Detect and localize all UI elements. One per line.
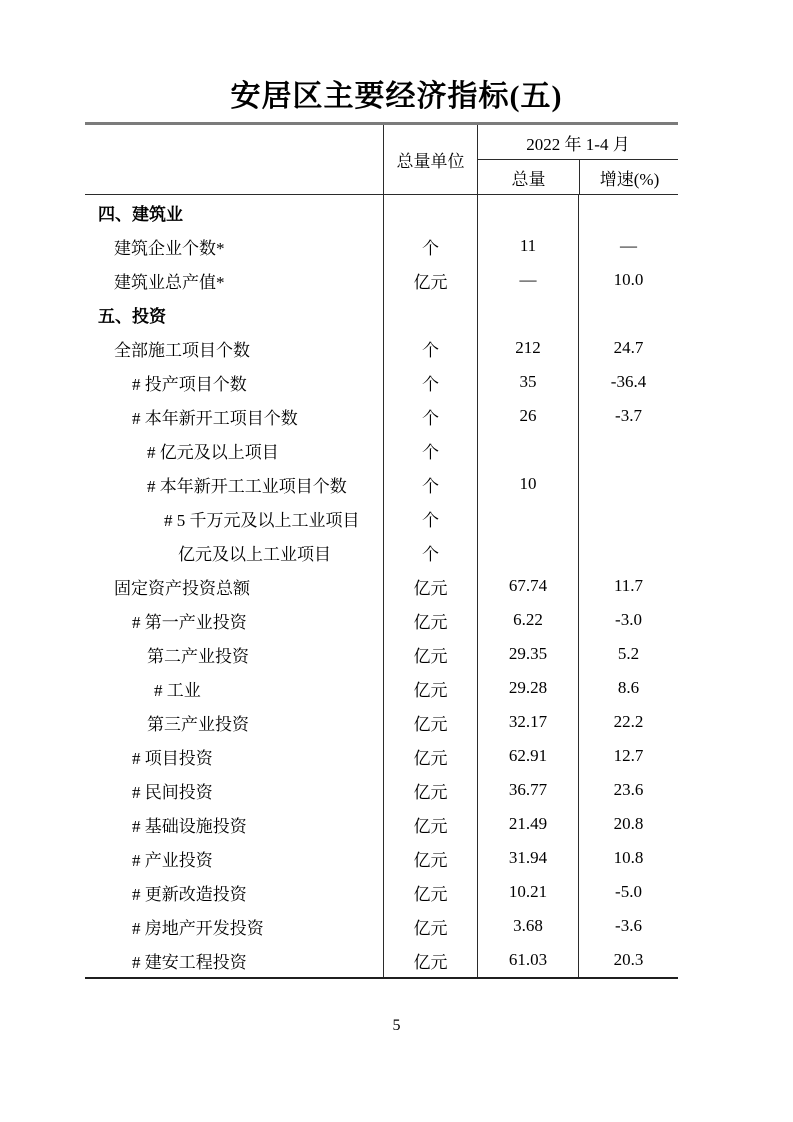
row-unit: 个 [383,331,477,365]
row-label: 建筑业总产值* [114,272,225,292]
row-unit: 个 [383,467,477,501]
header-period-group [477,125,678,194]
table-row [85,637,678,671]
row-total: 3.68 [477,909,578,943]
row-unit [383,195,477,229]
row-label: 亿元及以上工业项目 [178,544,331,564]
row-total: — [477,263,578,297]
row-total: 36.77 [477,773,578,807]
row-unit: 个 [383,433,477,467]
row-unit: 个 [383,399,477,433]
row-growth: — [578,229,678,263]
table-row [85,705,678,739]
header-total: 总量 [511,169,546,189]
row-total: 11 [477,229,578,263]
row-growth [578,535,678,569]
table-row [85,433,678,467]
row-label: # 5 千万元及以上工业项目 [164,510,360,530]
row-unit: 亿元 [383,671,477,705]
row-total: 31.94 [477,841,578,875]
table-row [85,739,678,773]
row-label: # 本年新开工工业项目个数 [147,476,347,496]
row-total: 212 [477,331,578,365]
table-row [85,909,678,943]
row-unit: 亿元 [383,875,477,909]
table-row [85,671,678,705]
table-row [85,569,678,603]
row-total: 35 [477,365,578,399]
table-row [85,807,678,841]
table-row [85,331,678,365]
table-row [85,263,678,297]
row-total: 32.17 [477,705,578,739]
row-label: # 本年新开工项目个数 [132,408,298,428]
row-total [477,433,578,467]
row-label: # 项目投资 [132,748,213,768]
row-unit [383,297,477,331]
row-unit: 亿元 [383,739,477,773]
row-growth: -3.0 [578,603,678,637]
row-total: 10 [477,467,578,501]
row-growth: 20.8 [578,807,678,841]
row-total: 26 [477,399,578,433]
row-growth: 10.0 [578,263,678,297]
row-growth: 5.2 [578,637,678,671]
row-unit: 亿元 [383,807,477,841]
row-growth [578,297,678,331]
row-unit: 亿元 [383,637,477,671]
row-growth: 23.6 [578,773,678,807]
row-label: 四、建筑业 [98,204,183,224]
table-row [85,773,678,807]
row-unit: 个 [383,365,477,399]
table-body [85,195,678,977]
row-total: 62.91 [477,739,578,773]
row-total: 6.22 [477,603,578,637]
table-row [85,467,678,501]
table-row [85,841,678,875]
row-growth: 8.6 [578,671,678,705]
row-label: # 第一产业投资 [132,612,247,632]
row-unit: 亿元 [383,943,477,977]
row-label: # 亿元及以上项目 [147,442,279,462]
row-growth: 11.7 [578,569,678,603]
row-label: # 房地产开发投资 [132,918,264,938]
row-growth [578,195,678,229]
row-unit: 亿元 [383,263,477,297]
header-indicator-spacer [85,125,383,194]
row-growth: -5.0 [578,875,678,909]
row-growth: 20.3 [578,943,678,977]
row-label: 五、投资 [98,306,166,326]
row-growth: 22.2 [578,705,678,739]
row-unit: 亿元 [383,569,477,603]
row-total: 67.74 [477,569,578,603]
header-subrow [478,160,678,194]
row-label: 第二产业投资 [147,646,249,666]
row-label: 建筑企业个数* [114,238,225,258]
row-unit: 个 [383,501,477,535]
row-total [477,297,578,331]
row-label: # 投产项目个数 [132,374,247,394]
page-number: 5 [392,1017,401,1034]
table-row [85,875,678,909]
row-label: # 建安工程投资 [132,952,247,972]
row-growth: 12.7 [578,739,678,773]
row-growth: 24.7 [578,331,678,365]
row-total: 29.35 [477,637,578,671]
row-growth: 10.8 [578,841,678,875]
row-unit: 个 [383,229,477,263]
table-row-section [85,297,678,331]
table-row [85,399,678,433]
table-row-section [85,195,678,229]
row-unit: 亿元 [383,909,477,943]
row-growth [578,467,678,501]
indicators-table [85,122,678,979]
row-growth: -36.4 [578,365,678,399]
row-total [477,195,578,229]
row-total: 61.03 [477,943,578,977]
row-growth: -3.7 [578,399,678,433]
table-row [85,943,678,977]
table-row [85,603,678,637]
row-label: 第三产业投资 [147,714,249,734]
row-total [477,535,578,569]
table-header [85,125,678,195]
row-total: 29.28 [477,671,578,705]
row-unit: 亿元 [383,705,477,739]
row-label: # 基础设施投资 [132,816,247,836]
row-total: 10.21 [477,875,578,909]
header-unit-column: 总量单位 [383,125,477,194]
row-unit: 亿元 [383,841,477,875]
row-label: # 产业投资 [132,850,213,870]
header-period: 2022 年 1-4 月 [478,125,678,160]
table-row [85,229,678,263]
row-label: # 更新改造投资 [132,884,247,904]
row-unit: 亿元 [383,773,477,807]
table-row [85,365,678,399]
row-label: # 民间投资 [132,782,213,802]
row-growth: -3.6 [578,909,678,943]
header-growth: 增速(%) [579,160,679,194]
row-growth [578,501,678,535]
row-total [477,501,578,535]
row-unit: 亿元 [383,603,477,637]
row-growth [578,433,678,467]
row-unit: 个 [383,535,477,569]
row-total: 21.49 [477,807,578,841]
page-title: 安居区主要经济指标(五) [230,80,563,113]
table-row [85,501,678,535]
row-label: # 工业 [154,680,201,700]
row-label: 固定资产投资总额 [114,578,250,598]
table-row [85,535,678,569]
row-label: 全部施工项目个数 [114,340,250,360]
